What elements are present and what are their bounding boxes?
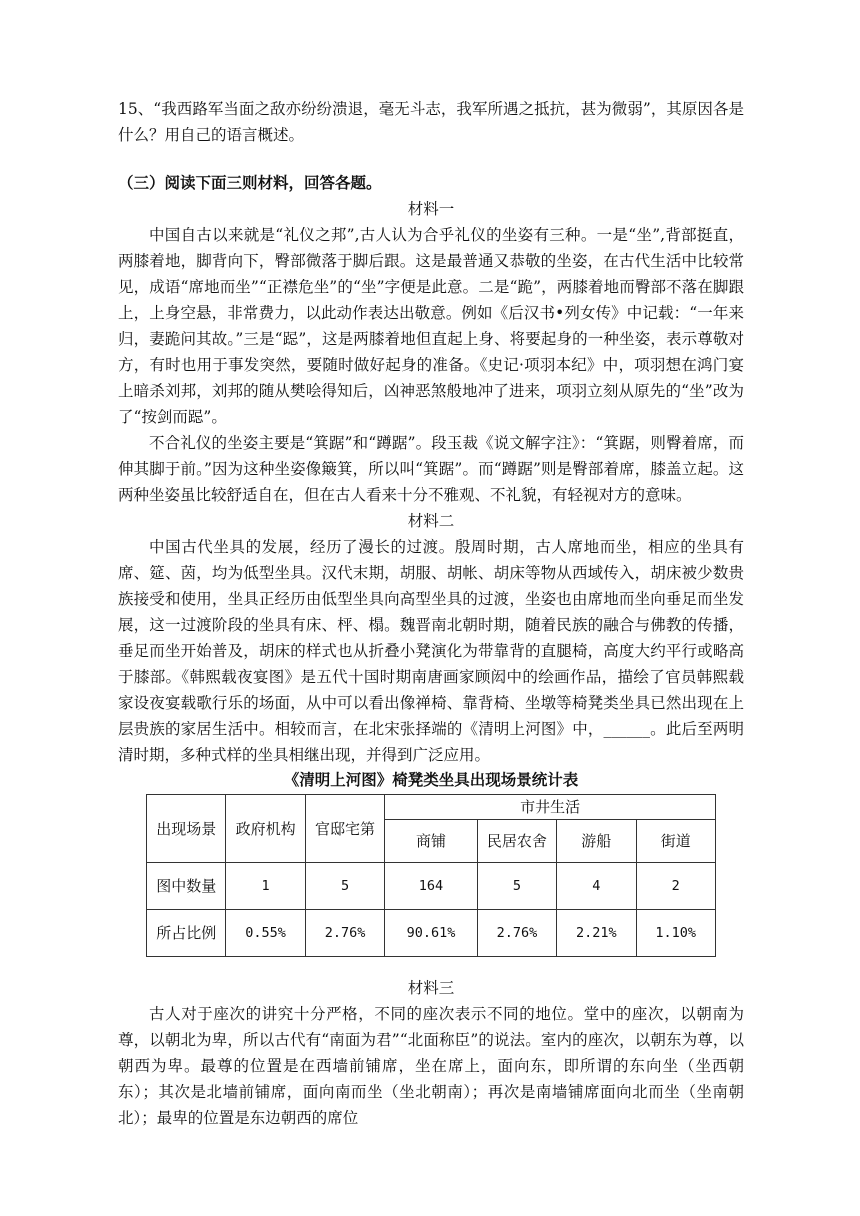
table-row xyxy=(147,863,716,910)
document-page xyxy=(118,96,744,1131)
statistics-table xyxy=(146,794,716,957)
material1-paragraph-2: 不合礼仪的坐姿主要是“箕踞”和“蹲踞”。段玉裁《说文解字注》：“箕踞，则臀着席，而伸其脚于前。”因为这种坐姿像簸箕，所以叫“箕踞”。而“蹲踞”则是臀部着席，膝盖立起。这两种坐姿虽比较舒适自在，但在古人看来十分不雅观、不礼貌，有轻视对方的意味。 xyxy=(118,434,744,504)
cell-count: 5 xyxy=(305,863,384,910)
row-label-ratio: 所占比例 xyxy=(147,910,226,957)
table-row xyxy=(147,910,716,957)
cell-count: 4 xyxy=(557,863,636,910)
row-label-count: 图中数量 xyxy=(147,863,226,910)
cell-ratio: 90.61% xyxy=(385,910,477,957)
cell-ratio: 1.10% xyxy=(636,910,716,957)
question-15: 15、“我西路军当面之敌亦纷纷溃退，毫无斗志，我军所遇之抵抗，甚为微弱”，其原因各是什么？用自己的语言概述。 xyxy=(118,100,744,144)
material2-heading: 材料二 xyxy=(407,512,455,530)
table-header-row xyxy=(147,795,716,820)
cell-ratio: 2.76% xyxy=(305,910,384,957)
cell-count: 1 xyxy=(226,863,305,910)
section-title: （三）阅读下面三则材料，回答各题。 xyxy=(118,173,382,192)
header-scene: 出现场景 xyxy=(147,795,226,863)
material2-paragraph-1: 中国古代坐具的发展，经历了漫长的过渡。殷周时期，古人席地而坐，相应的坐具有席、筵、茵，均为低型坐具。汉代末期，胡服、胡帐、胡床等物从西域传入，胡床被少数贵族接受和使用，坐具正经历由低型坐具向高型坐具的过渡，坐姿也由席地而坐向垂足而坐发展，这一过渡阶段的坐具有床、枰、榻。魏晋南北朝时期，随着民族的融合与佛教的传播，垂足而坐开始普及，胡床的样式也从折叠小凳演化为带靠背的直腿椅，高度大约平行或略高于膝部。《韩熙载夜宴图》是五代十国时期南唐画家顾闳中的绘画作品，描绘了官员韩熙载家设夜宴载歌行乐的场面，从中可以看出像禅椅、靠背椅、坐墩等椅凳类坐具已然出现在上层贵族的家居生活中。相较而言，在北宋张择端的《清明上河图》中，______。此后至两明清时期，多种式样的坐具相继出现，并得到广泛应用。 xyxy=(118,538,744,764)
spacer xyxy=(118,957,744,975)
material1-heading: 材料一 xyxy=(407,200,455,218)
header-boat: 游船 xyxy=(557,820,636,863)
header-shop: 商铺 xyxy=(385,820,477,863)
header-house: 民居农舍 xyxy=(477,820,556,863)
header-street: 街道 xyxy=(636,820,716,863)
material1-paragraph-1: 中国自古以来就是“礼仪之邦”,古人认为合乎礼仪的坐姿有三种。一是“坐”,背部挺直，两膝着地，脚背向下，臀部微落于脚后跟。这是最普通又恭敬的坐姿，在古代生活中比较常见，成语“席地而坐”“正襟危坐”的“坐”字便是此意。二是“跪”，两膝着地而臀部不落在脚跟上，上身空悬，非常费力，以此动作表达出敬意。例如《后汉书•列女传》中记载：“一年来归，妻跪问其故。”三是“跽”，这是两膝着地但直起上身、将要起身的一种坐姿，表示尊敬对方，有时也用于事发突然，要随时做好起身的准备。《史记·项羽本纪》中，项羽想在鸿门宴上暗杀刘邦，刘邦的随从樊哙得知后，凶神恶煞般地冲了进来，项羽立刻从原先的“坐”改为了“按剑而跽”。 xyxy=(118,226,744,426)
table-title: 《清明上河图》椅凳类坐具出现场景统计表 xyxy=(283,770,579,789)
header-market-group: 市井生活 xyxy=(385,795,716,820)
cell-ratio: 0.55% xyxy=(226,910,305,957)
cell-ratio: 2.21% xyxy=(557,910,636,957)
cell-count: 164 xyxy=(385,863,477,910)
cell-count: 2 xyxy=(636,863,716,910)
cell-count: 5 xyxy=(477,863,556,910)
header-official: 官邸宅第 xyxy=(305,795,384,863)
cell-ratio: 2.76% xyxy=(477,910,556,957)
material3-paragraph-1: 古人对于座次的讲究十分严格，不同的座次表示不同的地位。堂中的座次，以朝南为尊，以朝北为卑，所以古代有“南面为君”“北面称臣”的说法。室内的座次，以朝东为尊，以朝西为卑。最尊的位置是在西墙前铺席，坐在席上，面向东，即所谓的东向坐（坐西朝东）；其次是北墙前铺席，面向南而坐（坐北朝南）；再次是南墙铺席面向北而坐（坐南朝北）；最卑的位置是东边朝西的席位 xyxy=(118,1005,744,1127)
material3-heading: 材料三 xyxy=(407,979,455,997)
header-gov: 政府机构 xyxy=(226,795,305,863)
